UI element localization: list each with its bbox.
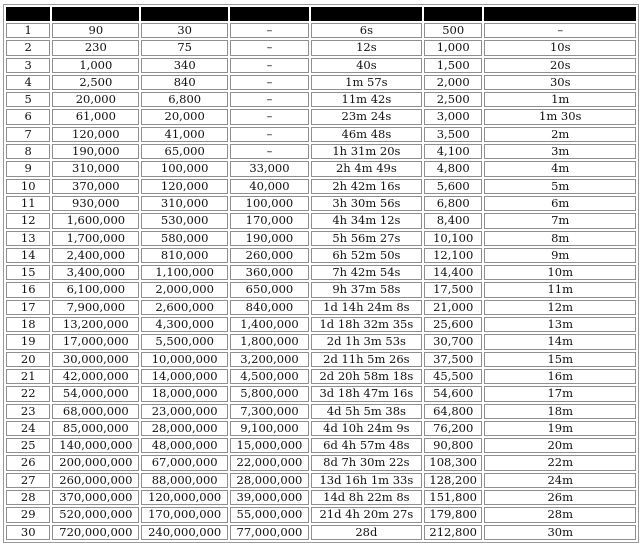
table-cell: 14d 8h 22m 8s [311,490,422,505]
table-cell: 8,400 [424,213,483,228]
table-row [6,144,636,159]
table-row [6,386,636,401]
table-cell: 48,000,000 [141,438,228,453]
table-cell: 27 [6,473,50,488]
table-cell: 6,800 [141,92,228,107]
table-cell: 3d 18h 47m 16s [311,386,422,401]
table-cell: 1 [6,23,50,38]
table-cell: 370,000 [52,179,139,194]
table-cell: 179,800 [424,507,483,522]
table-cell: 5m [484,179,636,194]
table-cell: 14,000,000 [141,369,228,384]
table-cell: 30m [484,525,636,540]
table-row [6,455,636,470]
table-cell: 840 [141,75,228,90]
table-cell: 2,500 [52,75,139,90]
table-cell: 20m [484,438,636,453]
table-cell: 22m [484,455,636,470]
table-row [6,92,636,107]
table-cell: 2d 11h 5m 26s [311,352,422,367]
table-cell: 190,000 [52,144,139,159]
table-cell: 230 [52,40,139,55]
table-cell: 7,900,000 [52,300,139,315]
table-cell: 2,400,000 [52,248,139,263]
table-cell: 2m [484,127,636,142]
table-cell: 6,100,000 [52,282,139,297]
table-cell: 530,000 [141,213,228,228]
table-cell: 12s [311,40,422,55]
header-cell [141,7,228,21]
table-cell: 21d 4h 20m 27s [311,507,422,522]
table-row [6,404,636,419]
table-cell: 64,800 [424,404,483,419]
table-cell: 11m [484,282,636,297]
table-row [6,23,636,38]
table-row [6,75,636,90]
table-cell: 12m [484,300,636,315]
table-cell: 360,000 [230,265,309,280]
table-cell: 9,100,000 [230,421,309,436]
table-cell: 340 [141,58,228,73]
table-cell: 6s [311,23,422,38]
table-cell: 6m [484,196,636,211]
table-cell: 8 [6,144,50,159]
table-cell: – [230,23,309,38]
table-cell: 6h 52m 50s [311,248,422,263]
table-cell: 22 [6,386,50,401]
table-cell: 11 [6,196,50,211]
table-cell: 120,000 [141,179,228,194]
table-cell: 4,800 [424,161,483,176]
table-cell: 88,000,000 [141,473,228,488]
table-cell: 22,000,000 [230,455,309,470]
table-row [6,265,636,280]
table-cell: 2d 1h 3m 53s [311,334,422,349]
table-cell: 16 [6,282,50,297]
table-cell: 21,000 [424,300,483,315]
table-cell: 2,600,000 [141,300,228,315]
table-cell: 2h 4m 49s [311,161,422,176]
table-cell: 13,200,000 [52,317,139,332]
table-cell: 4,300,000 [141,317,228,332]
table-cell: 42,000,000 [52,369,139,384]
table-cell: 1,000 [52,58,139,73]
table-cell: 650,000 [230,282,309,297]
table-cell: 1,100,000 [141,265,228,280]
table-cell: 26 [6,455,50,470]
table-cell: 7h 42m 54s [311,265,422,280]
table-cell: 520,000,000 [52,507,139,522]
table-cell: 260,000,000 [52,473,139,488]
table-cell: 33,000 [230,161,309,176]
table-cell: 120,000 [52,127,139,142]
header-cell [311,7,422,21]
table-cell: 240,000,000 [141,525,228,540]
table-row [6,161,636,176]
table-cell: 4,100 [424,144,483,159]
header-cell [484,7,636,21]
table-cell: 4 [6,75,50,90]
table-row [6,317,636,332]
table-cell: 2h 42m 16s [311,179,422,194]
table-row [6,334,636,349]
table-row [6,231,636,246]
table-cell: 10,000,000 [141,352,228,367]
table-cell: 140,000,000 [52,438,139,453]
table-cell: 151,800 [424,490,483,505]
table-cell: 7m [484,213,636,228]
table-cell: 30 [141,23,228,38]
table-cell: 28 [6,490,50,505]
table-cell: 28m [484,507,636,522]
table-cell: 10s [484,40,636,55]
table-cell: 3m [484,144,636,159]
table-row [6,352,636,367]
table-cell: 3,500 [424,127,483,142]
table-cell: 9m [484,248,636,263]
table-cell: 28d [311,525,422,540]
level-table [3,4,639,543]
table-cell: 5h 56m 27s [311,231,422,246]
table-cell: 2 [6,40,50,55]
table-cell: 68,000,000 [52,404,139,419]
table-cell: – [230,58,309,73]
table-cell: 20,000 [52,92,139,107]
table-cell: 310,000 [52,161,139,176]
table-cell: 7,300,000 [230,404,309,419]
table-cell: 10m [484,265,636,280]
table-cell: 28,000,000 [230,473,309,488]
table-cell: 9 [6,161,50,176]
table-cell: 17 [6,300,50,315]
table-cell: 13 [6,231,50,246]
table-cell: 37,500 [424,352,483,367]
table-cell: 13m [484,317,636,332]
table-cell: 1,000 [424,40,483,55]
table-cell: 25 [6,438,50,453]
table-cell: 30,700 [424,334,483,349]
table-cell: 108,300 [424,455,483,470]
header-cell [6,7,50,21]
table-cell: 1,500 [424,58,483,73]
table-cell: 6d 4h 57m 48s [311,438,422,453]
table-cell: 260,000 [230,248,309,263]
table-cell: – [230,75,309,90]
table-cell: 23 [6,404,50,419]
table-cell: 5,800,000 [230,386,309,401]
table-cell: 18,000,000 [141,386,228,401]
table-cell: 4d 10h 24m 9s [311,421,422,436]
table-cell: 6,800 [424,196,483,211]
table-cell: 200,000,000 [52,455,139,470]
table-cell: 2,000 [424,75,483,90]
table-cell: 100,000 [141,161,228,176]
table-row [6,490,636,505]
table-cell: 54,000,000 [52,386,139,401]
table-cell: 4d 5h 5m 38s [311,404,422,419]
table-header-row [6,7,636,21]
table-cell: 5 [6,92,50,107]
table-cell: 90 [52,23,139,38]
table-cell: 170,000 [230,213,309,228]
table-cell: 24m [484,473,636,488]
table-cell: 17,500 [424,282,483,297]
table-cell: 310,000 [141,196,228,211]
table-cell: – [230,40,309,55]
table-cell: 15m [484,352,636,367]
table-cell: 8d 7h 30m 22s [311,455,422,470]
table-cell: 840,000 [230,300,309,315]
table-cell: 14,400 [424,265,483,280]
table-cell: 720,000,000 [52,525,139,540]
table-cell: 85,000,000 [52,421,139,436]
table-row [6,369,636,384]
table-cell: 10,100 [424,231,483,246]
table-cell: 67,000,000 [141,455,228,470]
table-cell: 4h 34m 12s [311,213,422,228]
table-row [6,525,636,540]
table-cell: 8m [484,231,636,246]
table-cell: 65,000 [141,144,228,159]
table-cell: 3h 30m 56s [311,196,422,211]
table-cell: 77,000,000 [230,525,309,540]
table-cell: 76,200 [424,421,483,436]
table-cell: 1d 14h 24m 8s [311,300,422,315]
table-cell: 30s [484,75,636,90]
table-row [6,248,636,263]
table-cell: – [230,109,309,124]
table-cell: 23m 24s [311,109,422,124]
table-cell: 3,000 [424,109,483,124]
table-cell: 61,000 [52,109,139,124]
header-cell [52,7,139,21]
table-cell: 11m 42s [311,92,422,107]
table-cell: 4m [484,161,636,176]
table-cell: 30,000,000 [52,352,139,367]
table-cell: 3,200,000 [230,352,309,367]
table-cell: – [484,23,636,38]
table-cell: 25,600 [424,317,483,332]
table-cell: 24 [6,421,50,436]
table-cell: 90,800 [424,438,483,453]
table-cell: 29 [6,507,50,522]
table-cell: 100,000 [230,196,309,211]
table-body [6,23,636,540]
table-row [6,196,636,211]
table-cell: 3 [6,58,50,73]
table-cell: – [230,144,309,159]
table-row [6,179,636,194]
header-cell [230,7,309,21]
table-cell: 13d 16h 1m 33s [311,473,422,488]
table-cell: 1m 57s [311,75,422,90]
table-cell: 46m 48s [311,127,422,142]
table-cell: 15 [6,265,50,280]
table-row [6,438,636,453]
table-cell: 18m [484,404,636,419]
table-row [6,421,636,436]
table-cell: 1m 30s [484,109,636,124]
table-row [6,109,636,124]
table-row [6,213,636,228]
table-cell: 26m [484,490,636,505]
table-cell: 128,200 [424,473,483,488]
table-cell: 5,500,000 [141,334,228,349]
level-table-container [3,4,639,543]
table-cell: 580,000 [141,231,228,246]
table-cell: 12 [6,213,50,228]
table-cell: 23,000,000 [141,404,228,419]
table-cell: 930,000 [52,196,139,211]
table-row [6,40,636,55]
table-row [6,127,636,142]
table-cell: 9h 37m 58s [311,282,422,297]
table-cell: 55,000,000 [230,507,309,522]
table-row [6,473,636,488]
table-cell: 3,400,000 [52,265,139,280]
table-cell: 2d 20h 58m 18s [311,369,422,384]
table-cell: 45,500 [424,369,483,384]
table-cell: 28,000,000 [141,421,228,436]
table-cell: 170,000,000 [141,507,228,522]
table-cell: 2,500 [424,92,483,107]
table-cell: 75 [141,40,228,55]
table-cell: 1h 31m 20s [311,144,422,159]
table-cell: 54,600 [424,386,483,401]
table-cell: 1,800,000 [230,334,309,349]
table-cell: 17,000,000 [52,334,139,349]
table-cell: 190,000 [230,231,309,246]
table-cell: 370,000,000 [52,490,139,505]
table-cell: 1,700,000 [52,231,139,246]
header-cell [424,7,483,21]
table-cell: – [230,127,309,142]
table-row [6,300,636,315]
table-cell: – [230,92,309,107]
table-cell: 41,000 [141,127,228,142]
table-cell: 39,000,000 [230,490,309,505]
table-cell: 810,000 [141,248,228,263]
table-cell: 20 [6,352,50,367]
table-cell: 1,400,000 [230,317,309,332]
table-cell: 14m [484,334,636,349]
table-row [6,282,636,297]
table-cell: 4,500,000 [230,369,309,384]
table-cell: 14 [6,248,50,263]
table-row [6,58,636,73]
table-cell: 18 [6,317,50,332]
table-cell: 15,000,000 [230,438,309,453]
table-cell: 19m [484,421,636,436]
table-cell: 5,600 [424,179,483,194]
table-cell: 40,000 [230,179,309,194]
table-cell: 19 [6,334,50,349]
table-row [6,507,636,522]
table-cell: 12,100 [424,248,483,263]
table-cell: 17m [484,386,636,401]
table-cell: 10 [6,179,50,194]
table-cell: 120,000,000 [141,490,228,505]
table-cell: 1d 18h 32m 35s [311,317,422,332]
table-cell: 6 [6,109,50,124]
table-cell: 21 [6,369,50,384]
table-cell: 1m [484,92,636,107]
table-cell: 2,000,000 [141,282,228,297]
table-cell: 40s [311,58,422,73]
table-cell: 20,000 [141,109,228,124]
table-cell: 30 [6,525,50,540]
table-cell: 20s [484,58,636,73]
table-cell: 212,800 [424,525,483,540]
table-cell: 1,600,000 [52,213,139,228]
table-cell: 500 [424,23,483,38]
table-cell: 7 [6,127,50,142]
table-cell: 16m [484,369,636,384]
